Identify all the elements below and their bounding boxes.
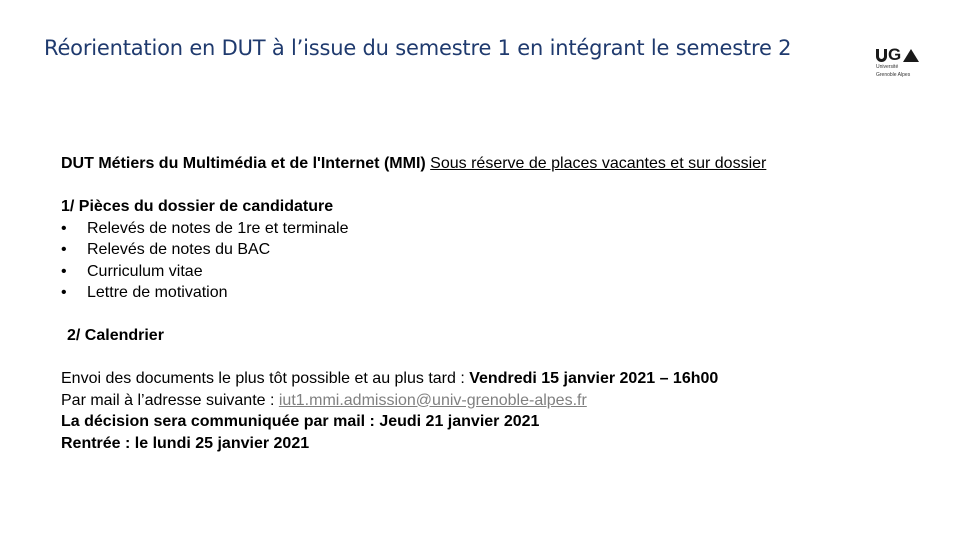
logo-sub-line2: Grenoble Alpes <box>876 72 911 78</box>
list-item-label: Curriculum vitae <box>87 262 203 280</box>
section2-heading: 2/ Calendrier <box>67 327 164 344</box>
list-item-label: Relevés de notes de 1re et terminale <box>87 219 349 237</box>
section1-heading: 1/ Pièces du dossier de candidature <box>61 198 334 215</box>
mail-prefix: Par mail à l’adresse suivante : <box>61 391 279 409</box>
logo-sub-line1: Université <box>876 64 899 70</box>
send-prefix: Envoi des documents le plus tôt possible et au plus tard : <box>61 370 470 387</box>
email-link[interactable]: iut1.mmi.admission@univ-grenoble-alpes.fr <box>278 391 587 409</box>
list-item <box>61 261 921 283</box>
bullet-icon: • <box>61 241 67 258</box>
uga-logo <box>876 44 926 78</box>
list-item <box>61 239 921 261</box>
decision-line: La décision sera communiquée par mail : Jeudi 21 janvier 2021 <box>61 413 540 430</box>
rentree-line: Rentrée : le lundi 25 janvier 2021 <box>61 434 310 452</box>
mail-line <box>61 390 921 412</box>
bullet-icon: • <box>61 284 67 301</box>
bullet-icon: • <box>61 262 67 280</box>
program-label: DUT Métiers du Multimédia et de l'Internet (MMI) <box>61 155 426 172</box>
program-condition: Sous réserve de places vacantes et sur dossier <box>430 155 767 172</box>
list-item-label: Lettre de motivation <box>87 284 228 301</box>
logo-a-triangle <box>903 49 919 62</box>
list-item <box>61 282 921 304</box>
list-item-label: Relevés de notes du BAC <box>87 241 271 258</box>
uga-logo-mark <box>876 44 926 62</box>
send-deadline-line <box>61 368 921 390</box>
program-line <box>61 153 921 175</box>
logo-u-shape <box>876 49 887 62</box>
list-item <box>61 218 921 240</box>
send-deadline: Vendredi 15 janvier 2021 – 16h00 <box>469 370 719 387</box>
page-title: Réorientation en DUT à l’issue du semestre 1 en intégrant le semestre 2 <box>44 36 792 60</box>
bullet-icon: • <box>61 219 67 237</box>
logo-g-letter: G <box>888 45 902 64</box>
main-content <box>61 153 921 454</box>
